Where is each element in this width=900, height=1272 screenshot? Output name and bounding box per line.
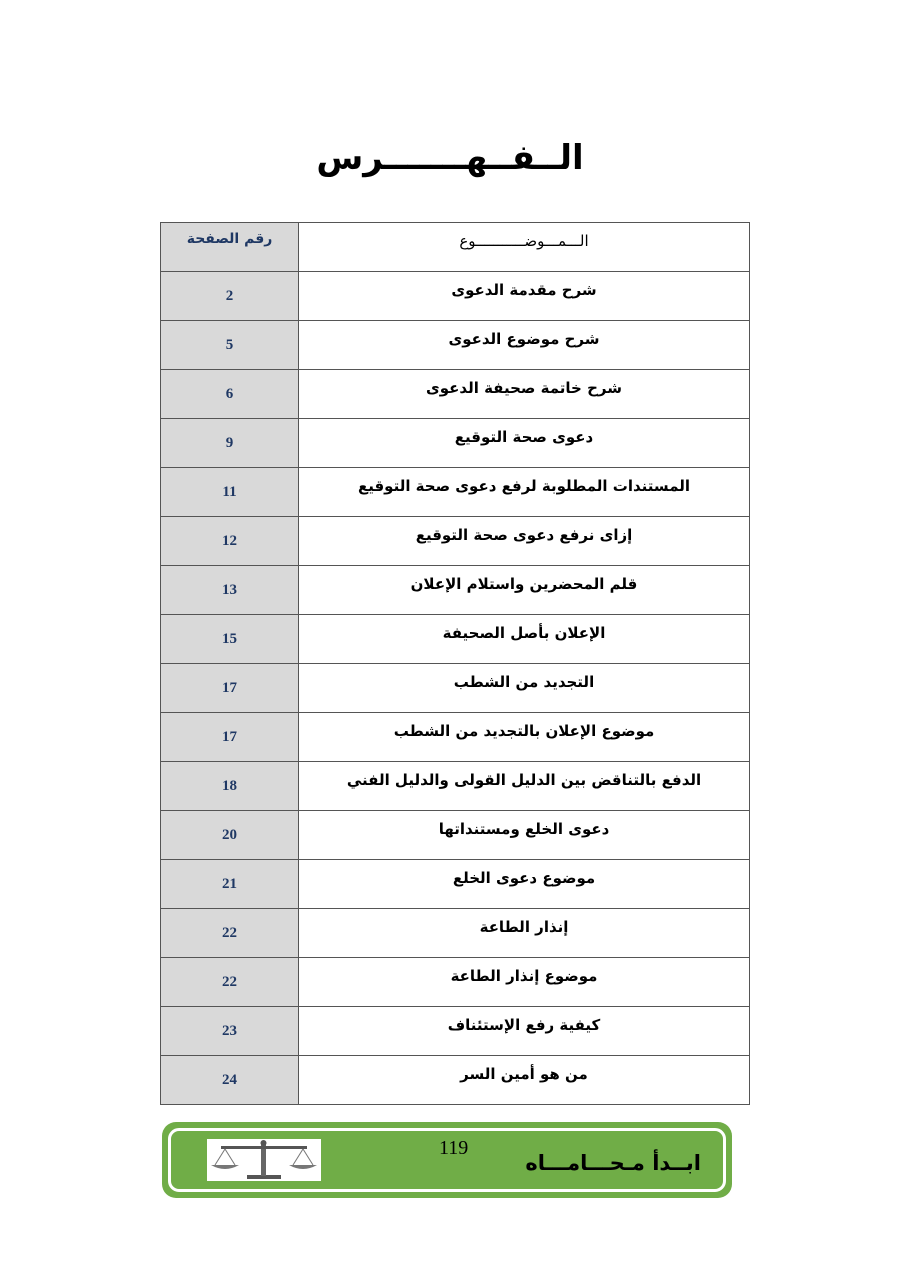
topic-cell: من هو أمين السر [299,1056,750,1105]
brand-text: ابــدأ مـحـــامـــاه [525,1151,701,1175]
table-row [161,370,750,419]
topic-cell: شرح مقدمة الدعوى [299,272,750,321]
table-row [161,958,750,1007]
table-header-row [161,223,750,272]
table-row [161,762,750,811]
table-row [161,468,750,517]
table-row [161,1056,750,1105]
page-number-cell: 2 [161,272,299,321]
table-row [161,860,750,909]
page-number-cell: 17 [161,713,299,762]
page-number-cell: 5 [161,321,299,370]
table-row [161,713,750,762]
topic-cell: شرح خاتمة صحيفة الدعوى [299,370,750,419]
page-number-cell: 15 [161,615,299,664]
page-number-cell: 21 [161,860,299,909]
table-row [161,1007,750,1056]
page-number-cell: 22 [161,958,299,1007]
table-row [161,615,750,664]
topic-cell: التجديد من الشطب [299,664,750,713]
topic-cell: إنذار الطاعة [299,909,750,958]
topic-cell: المستندات المطلوبة لرفع دعوى صحة التوقيع [299,468,750,517]
table-row [161,419,750,468]
page-number-cell: 11 [161,468,299,517]
topic-cell: دعوى صحة التوقيع [299,419,750,468]
table-row [161,664,750,713]
page-number-cell: 6 [161,370,299,419]
topic-cell: شرح موضوع الدعوى [299,321,750,370]
table-row [161,517,750,566]
table-row [161,272,750,321]
topic-cell: موضوع إنذار الطاعة [299,958,750,1007]
footer-banner [162,1122,732,1198]
topic-header: الـــمـــوضـــــــــــوع [299,223,750,272]
page-number-cell: 12 [161,517,299,566]
page-number-header: رقم الصفحة [161,223,299,272]
page-number-cell: 24 [161,1056,299,1105]
page-number-cell: 20 [161,811,299,860]
topic-cell: الإعلان بأصل الصحيفة [299,615,750,664]
topic-cell: دعوى الخلع ومستنداتها [299,811,750,860]
scales-of-justice-icon [207,1139,321,1181]
page-number-cell: 22 [161,909,299,958]
page-number-cell: 23 [161,1007,299,1056]
table-row [161,566,750,615]
topic-cell: موضوع الإعلان بالتجديد من الشطب [299,713,750,762]
page-number: 119 [439,1137,469,1159]
table-of-contents [160,222,750,1105]
table-row [161,811,750,860]
topic-cell: موضوع دعوى الخلع [299,860,750,909]
footer-frame [168,1128,726,1192]
topic-cell: قلم المحضرين واستلام الإعلان [299,566,750,615]
page-number-cell: 17 [161,664,299,713]
page-number-cell: 18 [161,762,299,811]
topic-cell: إزاى نرفع دعوى صحة التوقيع [299,517,750,566]
page-title: الــفــهـــــــرس [316,138,584,178]
topic-cell: كيفية رفع الإستئناف [299,1007,750,1056]
topic-cell: الدفع بالتناقض بين الدليل القولى والدليل الفني [299,762,750,811]
page-number-cell: 13 [161,566,299,615]
table-row [161,321,750,370]
table-row [161,909,750,958]
page-number-cell: 9 [161,419,299,468]
